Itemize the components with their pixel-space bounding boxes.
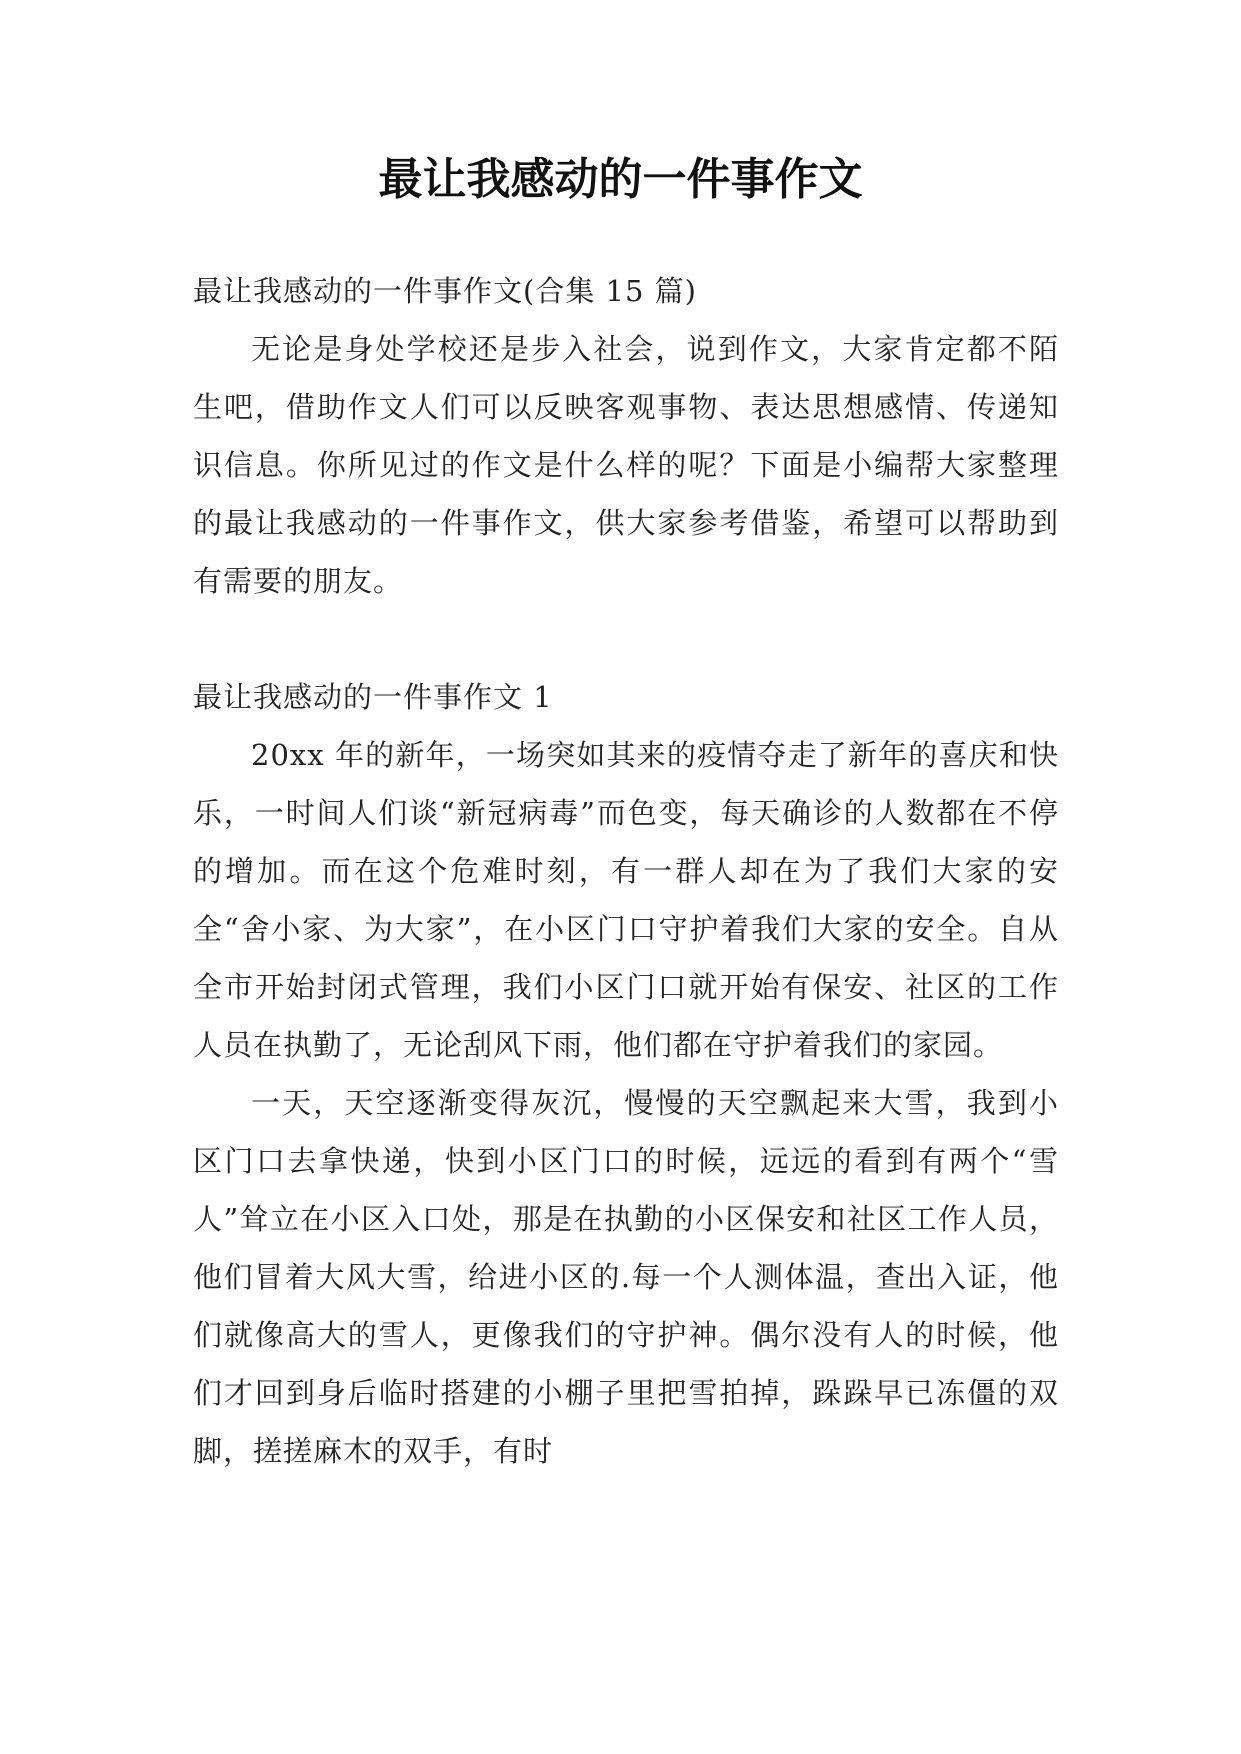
document-body [193, 262, 1059, 1480]
body-paragraph-2: 一天，天空逐渐变得灰沉，慢慢的天空飘起来大雪，我到小区门口去拿快递，快到小区门口的时候，远远的看到有两个“雪人”耸立在小区入口处，那是在执勤的小区保安和社区工作人员，他们冒着大风大雪，给进小区的.每一个人测体温，查出入证，他们就像高大的雪人，更像我们的守护神。偶尔没有人的时候，他们才回到身后临时搭建的小棚子里把雪拍掉，跺跺早已冻僵的双脚，搓搓麻木的双手，有时 [193, 1086, 1059, 1468]
section-spacer [193, 610, 1059, 668]
collection-heading: 最让我感动的一件事作文(合集 15 篇) [193, 274, 697, 308]
document-title: 最让我感动的一件事作文 [378, 154, 863, 205]
section-heading: 最让我感动的一件事作文 1 [193, 680, 553, 714]
intro-paragraph: 无论是身处学校还是步入社会，说到作文，大家肯定都不陌生吧，借助作文人们可以反映客观事物、表达思想感情、传递知识信息。你所见过的作文是什么样的呢？下面是小编帮大家整理的最让我感动的一件事作文，供大家参考借鉴，希望可以帮助到有需要的朋友。 [193, 332, 1059, 598]
body-paragraph-1: 20xx 年的新年，一场突如其来的疫情夺走了新年的喜庆和快乐，一时间人们谈“新冠病毒”而色变，每天确诊的人数都在不停的增加。而在这个危难时刻，有一群人却在为了我们大家的安全“舍小家、为大家”，在小区门口守护着我们大家的安全。自从全市开始封闭式管理，我们小区门口就开始有保安、社区的工作人员在执勤了，无论刮风下雨，他们都在守护着我们的家园。 [193, 738, 1059, 1062]
